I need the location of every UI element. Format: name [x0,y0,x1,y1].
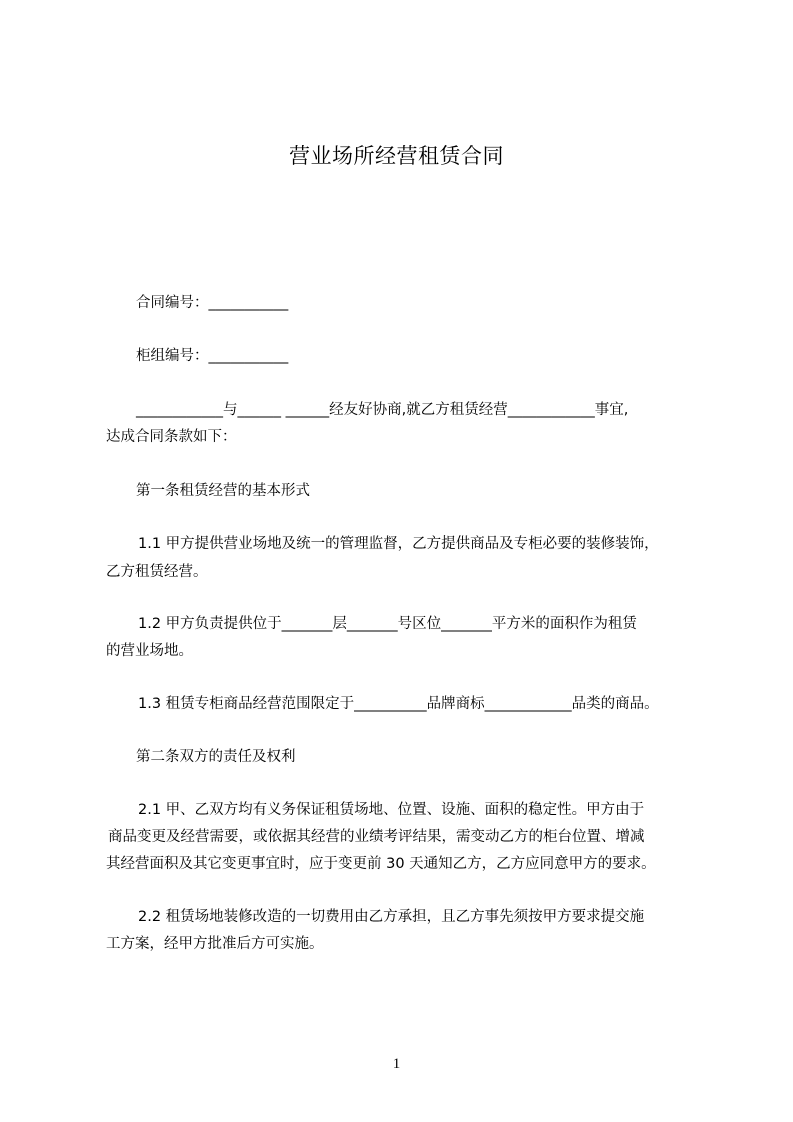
clause-1-3: 1.3 租赁专柜商品经营范围限定于__________品牌商标____________品类的商品。 [138,696,659,712]
intro-line-2: 达成合同条款如下： [106,429,237,445]
clause-1-2-line-2: 的营业场地。 [106,643,193,659]
clause-1-2-line-1: 1.2 甲方负责提供位于_______层_______号区位_______平方米的面积作为租赁 [138,616,637,632]
clause-2-1-line-1: 2.1 甲、乙双方均有义务保证租赁场地、位置、设施、面积的稳定性。甲方由于 [138,802,645,818]
clause-2-1-line-2: 商品变更及经营需要，或依据其经营的业绩考评结果，需变动乙方的柜台位置、增减 [108,829,645,845]
cabinet-number-line: 柜组编号：___________ [136,348,289,364]
intro-line-1: ____________与______ ______经友好协商,就乙方租赁经营____________事宜, [136,402,629,418]
contract-number-line: 合同编号：___________ [136,295,289,311]
clause-2-1-line-3: 其经营面积及其它变更事宜时，应于变更前 30 天通知乙方，乙方应同意甲方的要求。 [106,856,656,872]
document-title: 营业场所经营租赁合同 [289,144,504,168]
clause-1-1-line-2: 乙方租赁经营。 [106,564,208,580]
clause-2-2-line-1: 2.2 租赁场地装修改造的一切费用由乙方承担，且乙方事先须按甲方要求提交施 [138,909,645,925]
clause-1-1-line-1: 1.1 甲方提供营业场地及统一的管理监督，乙方提供商品及专柜必要的装修装饰， [138,536,659,552]
clause-2-2-line-2: 工方案，经甲方批准后方可实施。 [106,936,324,952]
article-1-heading: 第一条租赁经营的基本形式 [136,483,310,499]
article-2-heading: 第二条双方的责任及权利 [136,749,296,765]
page-number: 1 [392,1056,401,1072]
